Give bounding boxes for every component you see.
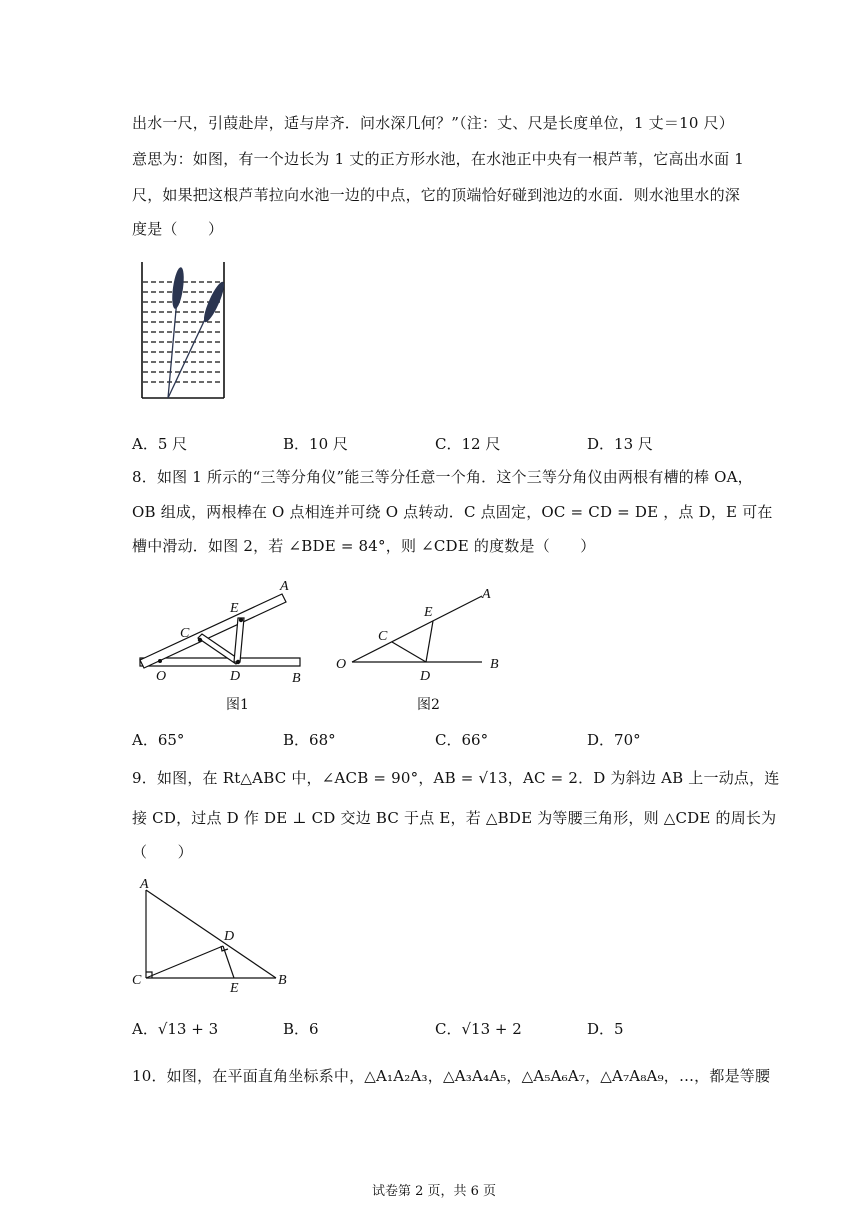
q8-option-b: B．68° <box>283 731 336 749</box>
q10-line-1: 10．如图，在平面直角坐标系中，△A₁A₂A₃，△A₃A₄A₅，△A₅A₆A₇，△A₇A₈A₉，…，都是等腰 <box>132 1067 771 1085</box>
q7-option-a: A．5 尺 <box>132 435 188 453</box>
q8-line-1: 8．如图 1 所示的“三等分角仪”能三等分任意一个角．这个三等分角仪由两根有槽的棒 OA， <box>132 468 753 486</box>
fig1-label-a: A <box>280 579 289 594</box>
q9-option-b: B．6 <box>283 1020 319 1038</box>
q8-option-d: D．70° <box>587 731 641 749</box>
fig2-label-o: O <box>336 657 347 672</box>
fig1-label-o: O <box>156 669 167 684</box>
q8-option-c: C．66° <box>435 731 489 749</box>
q9-line-3: （ ） <box>132 843 193 861</box>
trisector-figure-1 <box>136 574 316 692</box>
q9-line-2: 接 CD，过点 D 作 DE ⊥ CD 交边 BC 于点 E，若 △BDE 为等腰三角形，则 △CDE 的周长为 <box>132 809 777 827</box>
q7-line-2: 意思为：如图，有一个边长为 1 丈的正方形水池，在水池正中央有一根芦苇，它高出水面 1 <box>132 150 744 168</box>
q7-option-d: D．13 尺 <box>587 435 653 453</box>
q9-line-1: 9．如图，在 Rt△ABC 中，∠ACB = 90°，AB = √13，AC = 2．D 为斜边 AB 上一动点，连 <box>132 769 780 787</box>
fig1-label-d: D <box>230 669 241 684</box>
fig1-label-b: B <box>292 671 301 686</box>
q7-option-c: C．12 尺 <box>435 435 501 453</box>
q7-option-b: B．10 尺 <box>283 435 348 453</box>
fig1-caption: 图1 <box>226 697 249 713</box>
q9-option-a: A．√13 + 3 <box>132 1020 219 1038</box>
fig2-label-e: E <box>424 605 433 620</box>
fig3-label-e: E <box>230 981 239 996</box>
page-footer: 试卷第 2 页，共 6 页 <box>371 1184 497 1199</box>
fig2-caption: 图2 <box>417 697 440 713</box>
fig3-label-d: D <box>224 929 235 944</box>
q8-line-3: 槽中滑动．如图 2，若 ∠BDE = 84°，则 ∠CDE 的度数是（ ） <box>132 537 596 555</box>
trisector-figure-2 <box>332 580 512 686</box>
right-triangle-figure <box>126 872 296 996</box>
fig3-label-b: B <box>278 973 287 988</box>
q8-option-a: A．65° <box>132 731 185 749</box>
fig1-label-c: C <box>180 626 190 641</box>
q9-option-c: C．√13 + 2 <box>435 1020 522 1038</box>
fig2-label-d: D <box>420 669 431 684</box>
q7-line-1: 出水一尺，引葭赴岸，适与岸齐．问水深几何？”（注：丈、尺是长度单位，1 丈＝10 尺） <box>132 114 734 132</box>
fig2-label-c: C <box>378 629 388 644</box>
reed-pond-figure <box>138 258 230 404</box>
q8-line-2: OB 组成，两根棒在 O 点相连并可绕 O 点转动．C 点固定，OC = CD = DE ，点 D，E 可在 <box>132 503 773 521</box>
fig3-label-c: C <box>132 973 142 988</box>
q7-line-3: 尺，如果把这根芦苇拉向水池一边的中点，它的顶端恰好碰到池边的水面．则水池里水的深 <box>132 186 741 204</box>
fig2-label-a: A <box>482 587 491 602</box>
fig3-label-a: A <box>140 877 149 892</box>
q7-line-4: 度是（ ） <box>132 220 224 238</box>
q9-option-d: D．5 <box>587 1020 624 1038</box>
fig1-label-e: E <box>230 601 239 616</box>
fig2-label-b: B <box>490 657 499 672</box>
